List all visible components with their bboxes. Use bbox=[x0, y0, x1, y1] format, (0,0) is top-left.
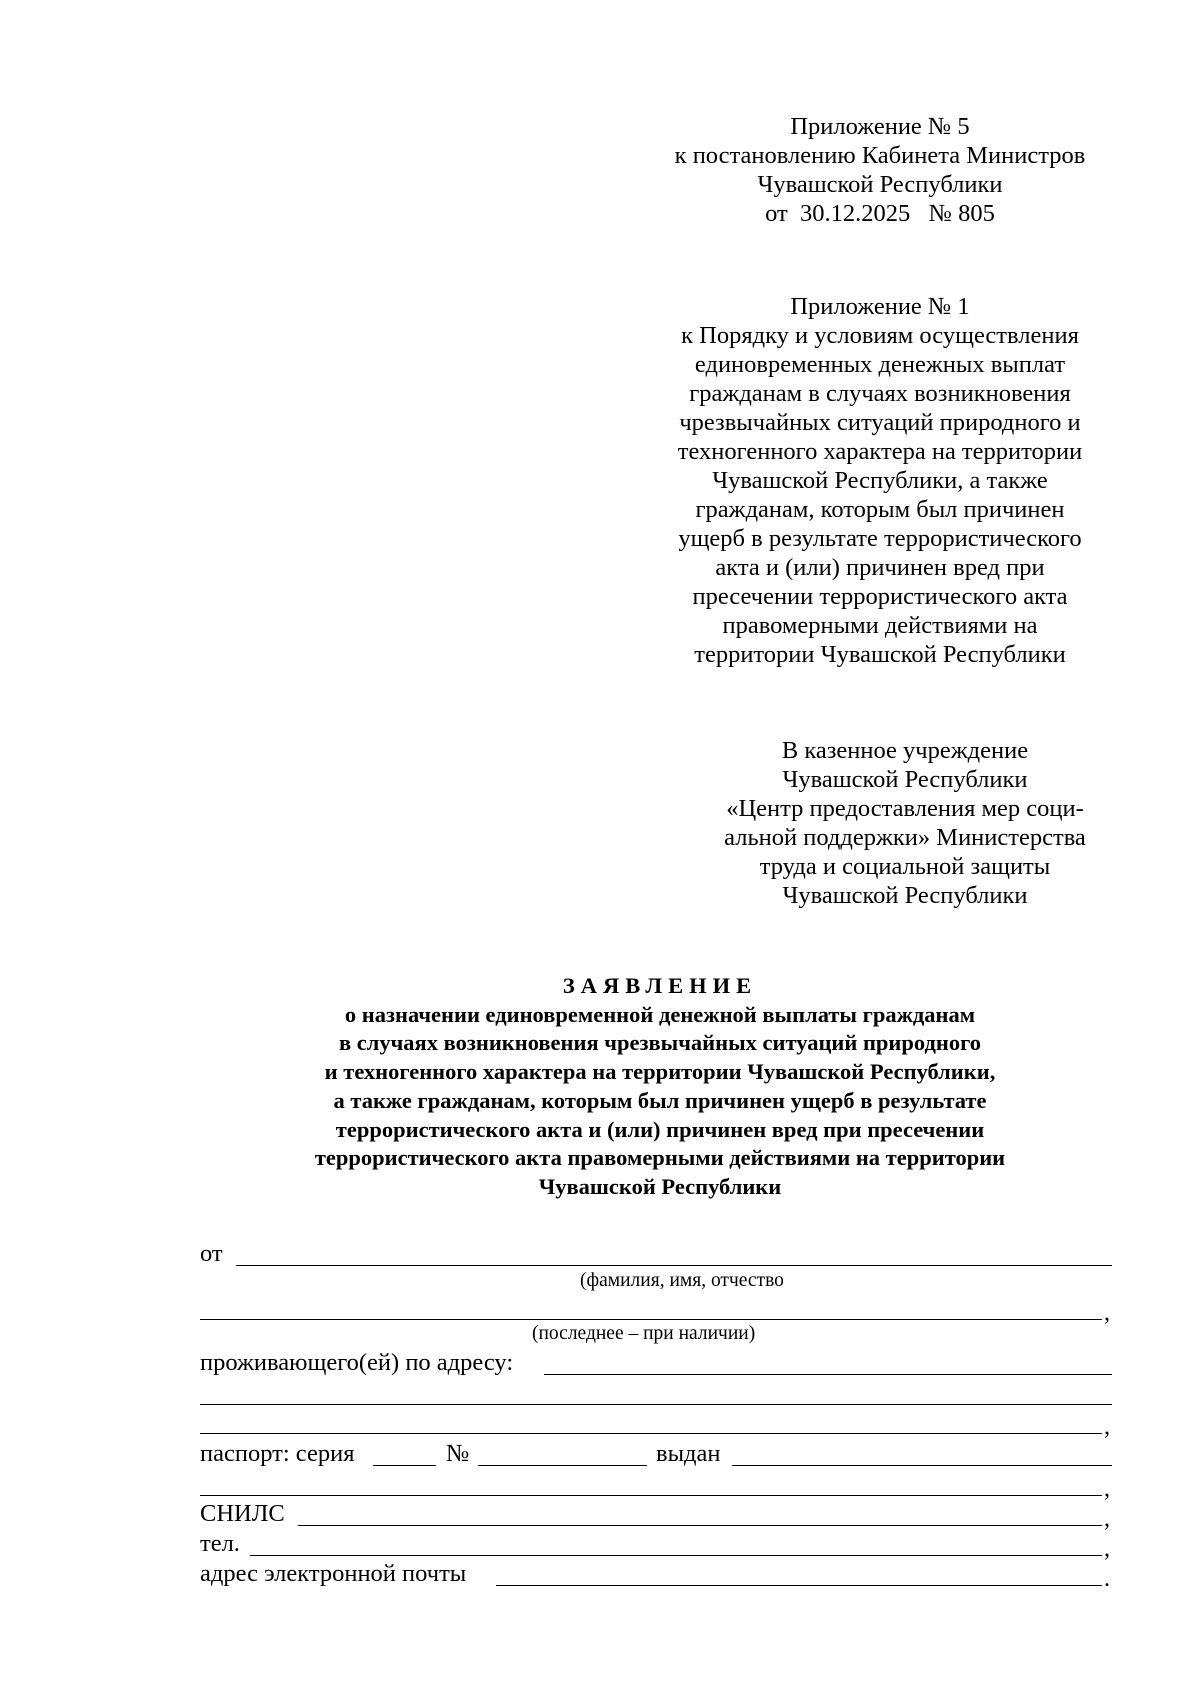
appendix-5-line: к постановлению Кабинета Министров bbox=[674, 142, 1086, 169]
passport-number-field[interactable] bbox=[478, 1465, 647, 1466]
passport-issued-label: выдан bbox=[656, 1440, 721, 1467]
appendix-5-header bbox=[650, 112, 1110, 228]
passport-series-field[interactable] bbox=[373, 1465, 436, 1466]
statement-title-line: террористического акта правомерными действиями на территории bbox=[314, 1145, 1006, 1171]
appendix-5-line: Приложение № 5 bbox=[790, 113, 970, 140]
appendix-1-line: гражданам, которым был причинен bbox=[695, 496, 1065, 523]
appendix-1-line: Приложение № 1 bbox=[790, 293, 970, 320]
address-field-line-2[interactable] bbox=[200, 1404, 1112, 1405]
email-label: адрес электронной почты bbox=[200, 1560, 467, 1587]
statement-title-line: террористического акта и (или) причинен вред при пресечении bbox=[335, 1116, 985, 1142]
phone-comma: , bbox=[1104, 1536, 1110, 1562]
appendix-1-line: единовременных денежных выплат bbox=[694, 351, 1066, 378]
addressee-line: Чувашской Республики bbox=[782, 882, 1028, 909]
appendix-1-line: гражданам в случаях возникновения bbox=[689, 380, 1071, 407]
address-field-line-3[interactable] bbox=[200, 1433, 1102, 1434]
statement-title-line: в случаях возникновения чрезвычайных ситуаций природного bbox=[338, 1030, 982, 1056]
addressee-line: альной поддержки» Министерства bbox=[724, 824, 1086, 851]
statement-title-line: Чувашской Республики bbox=[538, 1173, 782, 1199]
snils-label: СНИЛС bbox=[200, 1500, 285, 1527]
fio-field-continued[interactable] bbox=[200, 1319, 1102, 1320]
addressee-block bbox=[700, 736, 1110, 910]
addressee-line: Чувашской Республики bbox=[782, 766, 1028, 793]
fio-comma: , bbox=[1104, 1300, 1110, 1326]
appendix-1-header bbox=[650, 292, 1110, 669]
passport-issued-field-line-2[interactable] bbox=[200, 1495, 1102, 1496]
address-comma: , bbox=[1104, 1414, 1110, 1440]
from-label: от bbox=[200, 1240, 223, 1267]
snils-comma: , bbox=[1104, 1506, 1110, 1532]
passport-number-label: № bbox=[446, 1440, 470, 1467]
statement-title bbox=[140, 972, 1180, 1202]
appendix-1-line: чрезвычайных ситуаций природного и bbox=[679, 409, 1081, 436]
appendix-1-line: ущерб в результате террористического bbox=[678, 525, 1082, 552]
statement-title-line: и техногенного характера на территории Чувашской Республики, bbox=[324, 1059, 996, 1085]
passport-issued-field[interactable] bbox=[732, 1465, 1112, 1466]
email-field[interactable] bbox=[496, 1585, 1102, 1586]
appendix-1-line: Чувашской Республики, а также bbox=[712, 467, 1048, 494]
addressee-line: труда и социальной защиты bbox=[759, 853, 1051, 880]
statement-title-line: а также гражданам, которым был причинен ущерб в результате bbox=[333, 1087, 987, 1113]
appendix-5-line: от 30.12.2025 № 805 bbox=[765, 200, 995, 227]
fio-field[interactable] bbox=[236, 1265, 1112, 1266]
appendix-1-line: к Порядку и условиям осуществления bbox=[681, 322, 1079, 349]
address-label: проживающего(ей) по адресу: bbox=[200, 1349, 514, 1376]
snils-field[interactable] bbox=[298, 1525, 1102, 1526]
fio-caption: (фамилия, имя, отчество bbox=[580, 1270, 784, 1291]
appendix-1-line: пресечении террористического акта bbox=[692, 583, 1068, 610]
appendix-1-line: техногенного характера на территории bbox=[677, 438, 1083, 465]
passport-series-label: паспорт: серия bbox=[200, 1440, 355, 1467]
statement-title-line: о назначении единовременной денежной выплаты гражданам bbox=[344, 1001, 976, 1027]
fio-caption-optional: (последнее – при наличии) bbox=[532, 1323, 756, 1344]
statement-heading: ЗАЯВЛЕНИЕ bbox=[562, 973, 758, 998]
appendix-5-line: Чувашской Республики bbox=[757, 171, 1003, 198]
addressee-line: В казенное учреждение bbox=[781, 737, 1029, 764]
appendix-1-line: акта и (или) причинен вред при bbox=[715, 554, 1045, 581]
appendix-1-line: правомерными действиями на bbox=[722, 612, 1038, 639]
addressee-line: «Центр предоставления мер соци- bbox=[726, 795, 1084, 822]
phone-label: тел. bbox=[200, 1530, 240, 1557]
appendix-1-line: территории Чувашской Республики bbox=[694, 641, 1066, 668]
phone-field[interactable] bbox=[250, 1555, 1102, 1556]
passport-comma: , bbox=[1104, 1476, 1110, 1502]
address-field[interactable] bbox=[544, 1374, 1112, 1375]
email-period: . bbox=[1104, 1566, 1110, 1592]
